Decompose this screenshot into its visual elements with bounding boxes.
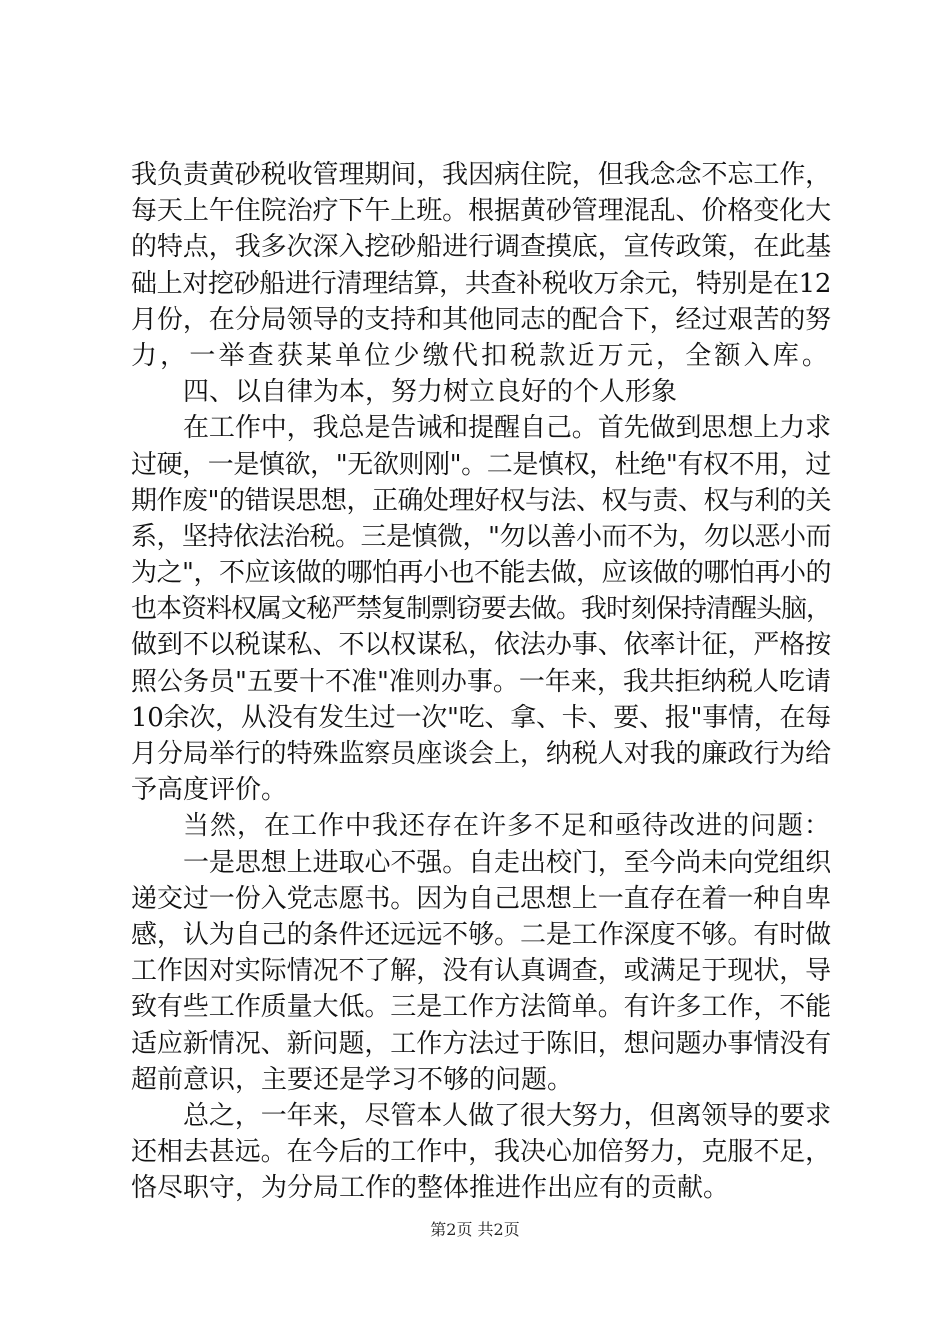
page-number-label: 第2页 共2页 — [430, 1220, 520, 1239]
text-line: 系，坚持依法治税。三是慎微，"勿以善小而不为，勿以恶小而 — [131, 521, 831, 552]
text-line: 每天上午住院治疗下午上班。根据黄砂管理混乱、价格变化大 — [131, 196, 832, 227]
paragraph — [131, 374, 831, 410]
text-line: 月分局举行的特殊监察员座谈会上，纳税人对我的廉政行为给 — [131, 739, 832, 769]
text-line: 我负责黄砂税收管理期间，我因病住院，但我念念不忘工作， — [131, 160, 832, 190]
text-line: 恪尽职守，为分局工作的整体推进作出应有的贡献。 — [131, 1173, 730, 1204]
text-line: 予高度评价。 — [131, 775, 288, 806]
paragraph — [131, 1098, 831, 1207]
text-line: 做到不以税谋私、不以权谋私，依法办事、依率计征，严格按 — [131, 630, 832, 661]
paragraph — [131, 157, 831, 374]
text-line: 为之"，不应该做的哪怕再小也不能去做，应该做的哪怕再小的 — [131, 558, 831, 589]
text-line: 四、以自律为本，努力树立良好的个人形象 — [183, 377, 678, 408]
text-line: 期作废"的错误思想，正确处理好权与法、权与责、权与利的关 — [131, 485, 831, 516]
text-line: 月份，在分局领导的支持和其他同志的配合下，经过艰苦的努 — [131, 304, 832, 335]
text-line: 工作因对实际情况不了解，没有认真调查，或满足于现状，导 — [131, 956, 832, 987]
text-line: 当然，在工作中我还存在许多不足和亟待改进的问题： — [183, 811, 832, 842]
text-line: 照公务员"五要十不准"准则办事。一年来，我共拒纳税人吃请 — [131, 666, 831, 697]
text-line: 递交过一份入党志愿书。因为自己思想上一直存在着一种自卑 — [131, 883, 832, 914]
text-line: 础上对挖砂船进行清理结算，共查补税收万余元，特别是在12 — [131, 268, 832, 299]
text-line: 的特点，我多次深入挖砂船进行调查摸底，宣传政策，在此基 — [131, 232, 832, 263]
text-line: 总之，一年来，尽管本人做了很大努力，但离领导的要求 — [183, 1100, 832, 1131]
text-line: 感，认为自己的条件还远远不够。二是工作深度不够。有时做 — [131, 919, 832, 950]
paragraph — [131, 808, 831, 844]
text-line: 10余次，从没有发生过一次"吃、拿、卡、要、报"事情，在每 — [131, 702, 832, 733]
text-line: 一是思想上进取心不强。自走出校门，至今尚未向党组织 — [183, 847, 832, 878]
paragraph — [131, 410, 831, 808]
text-line: 致有些工作质量大低。三是工作方法简单。有许多工作，不能 — [131, 992, 832, 1023]
document-body — [131, 157, 831, 1206]
text-line: 还相去甚远。在今后的工作中，我决心加倍努力，克服不足， — [131, 1137, 832, 1168]
paragraph — [131, 845, 831, 1098]
text-line: 过硬，一是慎欲，"无欲则刚"。二是慎权，杜绝"有权不用，过 — [131, 449, 831, 480]
text-line: 在工作中，我总是告诫和提醒自己。首先做到思想上力求 — [183, 413, 832, 444]
text-line: 适应新情况、新问题，工作方法过于陈旧，想问题办事情没有 — [131, 1028, 832, 1059]
text-line: 超前意识，主要还是学习不够的问题。 — [131, 1064, 574, 1095]
page-footer — [0, 1217, 950, 1240]
text-line: 力，一举查获某单位少缴代扣税款近万元，全额入库。 — [131, 340, 832, 371]
text-line: 也本资料权属文秘严禁复制剽窃要去做。我时刻保持清醒头脑， — [131, 594, 832, 625]
